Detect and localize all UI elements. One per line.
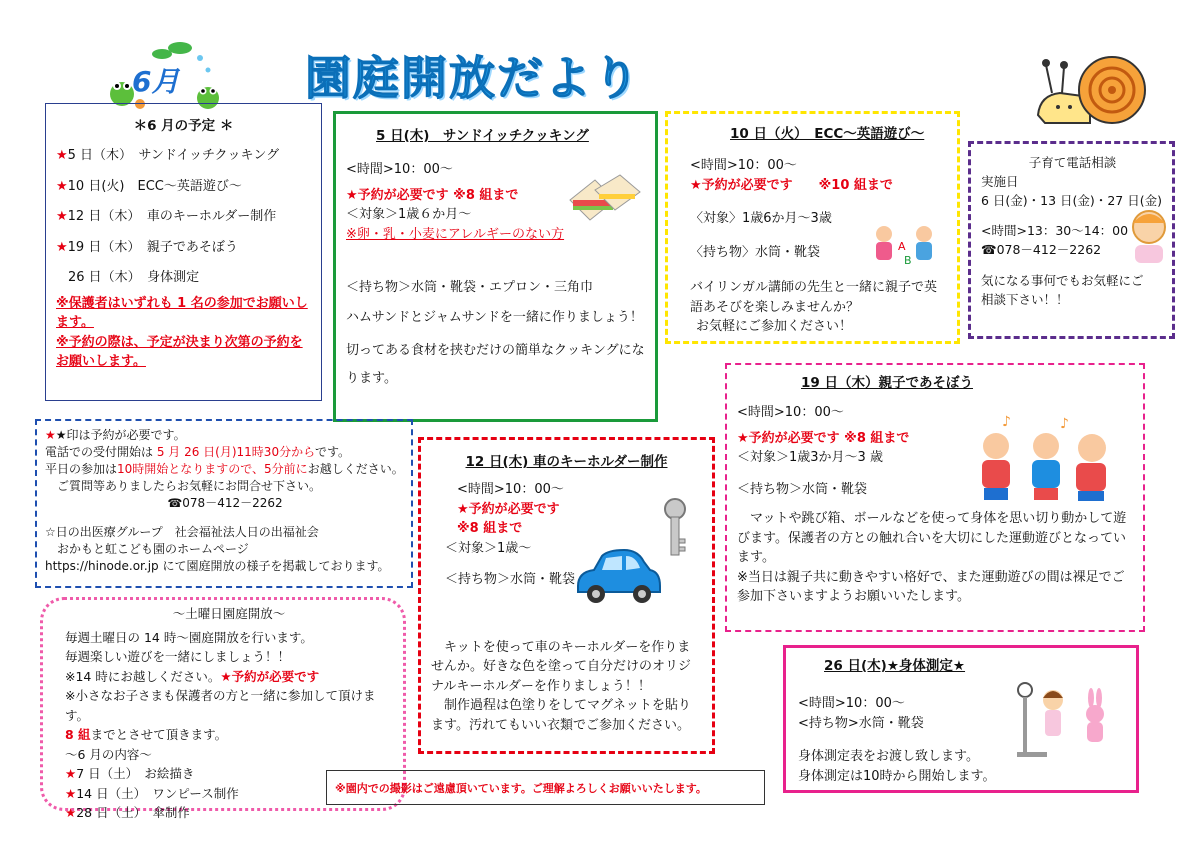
- info-line: 電話での受付開始は 5 月 26 日(月)11時30分からです。: [45, 445, 351, 460]
- sandwich-desc: ハムサンドとジャムサンドを一緒に作りましょう！: [346, 309, 643, 325]
- car-icon: [572, 548, 664, 606]
- june-badge: 6月: [132, 65, 180, 98]
- list-item: ★7 日（土） お絵描き: [65, 766, 195, 781]
- schedule-heading: ＊6 月の予定 ＊: [133, 118, 234, 134]
- ecc-desc: バイリンガル講師の先生と一緒に親子で英語あそびを楽しみませんか？: [690, 280, 938, 315]
- sandwich-heading: 5 日(木) サンドイッチクッキング: [376, 128, 589, 144]
- list-item: ★10 日(火) ECC～英語遊び～: [56, 178, 242, 194]
- ecc-desc: お気軽にご参加ください！: [696, 319, 853, 335]
- snail-illustration: [1030, 35, 1150, 130]
- oyako-time: <時間>10：00～: [737, 405, 844, 421]
- info-tel: ☎078－412－2262: [167, 496, 283, 511]
- info-line: ご質問等ありましたらお気軽にお問合せ下さい。: [57, 479, 322, 494]
- svg-text:♪: ♪: [1002, 414, 1011, 430]
- schedule-note: ※予約の際は、予定が決まり次第の予約をお願いします。: [56, 334, 303, 370]
- oyako-desc: マットや跳び箱、ボールなどを使って身体を思い切り動かして遊びます。保護者の方との触れ合いを大切にした運動遊びとなっています。: [737, 511, 1127, 566]
- phone-time: <時間>13：30～14：00: [981, 223, 1129, 239]
- exercising-children-icon: [968, 410, 1118, 502]
- saturday-line: ※14 時にお越しください。★予約が必要です: [65, 668, 320, 684]
- sandwich-reserve: ★予約が必要です ※8 組まで: [346, 187, 519, 203]
- info-line: 平日の参加は10時開始となりますので、5分前にお越しください。: [45, 462, 404, 477]
- phone-desc: 気になる事何でもお気軽にご相談下さい！！: [981, 272, 1144, 307]
- list-item: ★5 日（木） サンドイッチクッキング: [56, 148, 280, 164]
- ecc-reserve: ★予約が必要です ※10 組まで: [690, 177, 893, 193]
- height-scale-girl-rabbit-icon: [1015, 680, 1110, 760]
- keyholder-belongings: ＜持ち物＞水筒・靴袋: [445, 572, 576, 588]
- oyako-desc: ※当日は親子共に動きやすい格好で、また運動遊びの間は裸足でご参加下さいますようお願いいたします。: [737, 569, 1125, 605]
- measure-time: <時間>10：00～: [798, 696, 905, 712]
- oyako-heading: 19 日（木）親子であそぼう: [801, 375, 973, 391]
- saturday-line: 8 組までとさせて頂きます。: [65, 727, 228, 742]
- leaf-icon: [168, 42, 192, 54]
- oyako-belongings: ＜持ち物＞水筒・靴袋: [737, 481, 868, 497]
- sandwich-allergy: ※卵・乳・小麦にアレルギーのない方: [346, 226, 565, 242]
- svg-text:B: B: [904, 254, 912, 267]
- sandwich-desc: 切ってある食材を挟むだけの簡単なクッキングになります。: [346, 343, 645, 386]
- info-org: ☆日の出医療グループ 社会福祉法人日の出福祉会: [45, 525, 319, 540]
- phone-label: 実施日: [981, 173, 1019, 189]
- measure-desc: 身体測定は10時から開始します。: [798, 768, 996, 784]
- list-item: ★14 日（土） ワンピース制作: [65, 785, 239, 801]
- sandwich-cooking-box: [333, 111, 658, 422]
- keyholder-time: <時間>10：00～: [457, 482, 564, 498]
- saturday-line: 毎週楽しい遊びを一緒にしましょう！！: [65, 649, 291, 664]
- info-url: https://hinode.or.jp にて園庭開放の様子を掲載しております。: [45, 559, 390, 574]
- schedule-list: [56, 146, 311, 288]
- keyholder-heading: 12 日(木) 車のキーホルダー制作: [465, 454, 668, 470]
- reservation-info-box: [35, 419, 413, 588]
- ecc-time: <時間>10：00～: [690, 158, 797, 174]
- saturday-line: ～6 月の内容～: [65, 746, 152, 762]
- page-title: 園庭開放だより: [305, 51, 641, 105]
- leaf-icon: [152, 49, 172, 59]
- info-line: ★★印は予約が必要です。: [45, 428, 186, 442]
- list-item: 26 日（木） 身体測定: [68, 270, 200, 286]
- phone-tel: ☎078－412－2262: [981, 242, 1102, 257]
- schedule-note: ※保護者はいずれも 1 名の参加でお願いします。: [56, 295, 308, 331]
- keyholder-desc: キットを使って車のキーホルダーを作りませんか。好きな色を塗って自分だけのオリジナルキーホルダーを作りましょう！！: [431, 639, 692, 694]
- ecc-target: 〈対象〉1歳6か月～3歳: [690, 211, 832, 227]
- sandwich-time: <時間>10：00～: [346, 162, 453, 178]
- june-schedule-box: [45, 103, 322, 401]
- phone-dates: 6 日(金)・13 日(金)・27 日(金): [981, 192, 1162, 208]
- keyholder-reserve: ★予約が必要です: [457, 501, 560, 517]
- raindrop-icon: [197, 55, 203, 61]
- sandwich-belongings: ＜持ち物＞水筒・靴袋・エプロン・三角巾: [346, 280, 594, 296]
- list-item: ★28 日（土） 傘制作: [65, 805, 190, 820]
- children-abc-icon: [868, 220, 943, 275]
- keyholder-desc: 制作過程は色塗りをしてマグネットを貼ります。汚れてもいい衣類でご参加ください。: [431, 698, 691, 733]
- ecc-heading: 10 日（火） ECC～英語遊び～: [730, 126, 925, 142]
- oyako-target: ＜対象＞1歳3か月～3 歳: [737, 450, 883, 466]
- svg-text:A: A: [898, 240, 906, 253]
- raindrop-icon: [206, 68, 211, 73]
- measure-heading: 26 日(木)★身体測定★: [824, 658, 966, 674]
- keyholder-limit: ※8 組まで: [457, 521, 523, 537]
- saturday-line: ※小さなお子さまも保護者の方と一緒に参加して頂けます。: [65, 688, 376, 723]
- key-icon: [660, 497, 690, 559]
- saturday-heading: ～土曜日園庭開放～: [172, 606, 286, 621]
- oyako-reserve: ★予約が必要です ※8 組まで: [737, 430, 910, 446]
- ecc-belongings: 〈持ち物〉水筒・靴袋: [690, 244, 821, 260]
- sandwich-target: ＜対象＞1歳６か月～: [346, 207, 472, 223]
- phone-person-icon: [1125, 205, 1173, 265]
- photo-notice: ※園内での撮影はご遠慮頂いています。ご理解よろしくお願いいたします。: [326, 770, 765, 805]
- sandwich-icon: [565, 170, 645, 230]
- list-item: ★19 日（木） 親子であそぼう: [56, 239, 238, 255]
- keyholder-box: [418, 437, 715, 754]
- keyholder-target: ＜対象＞1歳～: [445, 540, 532, 556]
- phone-heading: 子育て電話相談: [1028, 155, 1117, 170]
- saturday-line: 毎週土曜日の 14 時～園庭開放を行います。: [65, 629, 313, 645]
- list-item: ★12 日（木） 車のキーホルダー制作: [56, 209, 277, 225]
- info-org: おかもと虹こども園のホームページ: [57, 542, 249, 557]
- measure-belongings: <持ち物>水筒・靴袋: [798, 715, 924, 731]
- svg-text:♪: ♪: [1060, 416, 1069, 432]
- measure-desc: 身体測定表をお渡し致します。: [798, 749, 979, 765]
